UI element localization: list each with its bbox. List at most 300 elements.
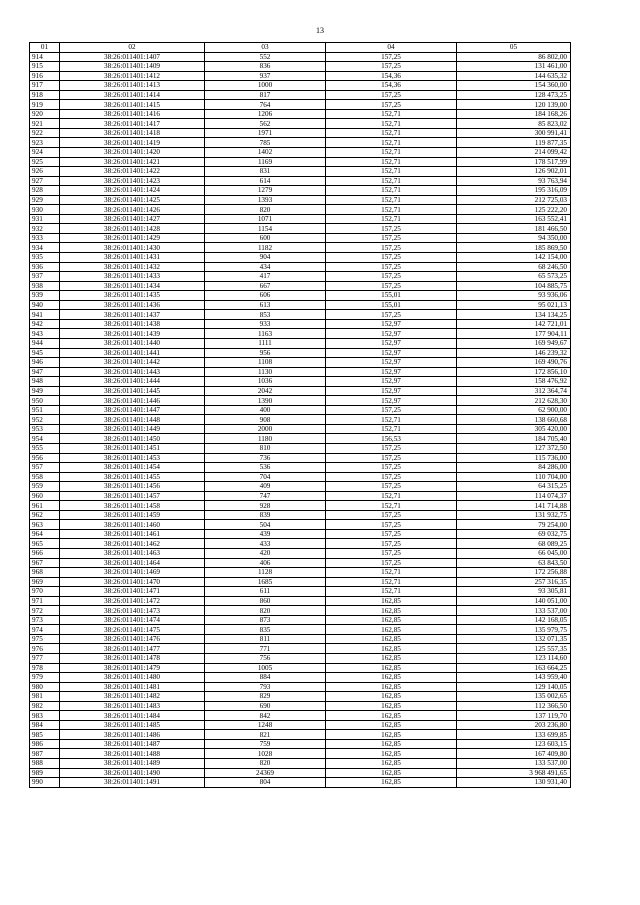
rate-cell: 157,25 <box>326 100 457 110</box>
value-cell: 184 705,40 <box>457 434 571 444</box>
cadastral-number-cell: 38:26:011401:1458 <box>60 501 205 511</box>
value-cell: 142 721,01 <box>457 319 571 329</box>
area-cell: 937 <box>205 71 326 81</box>
area-cell: 820 <box>205 759 326 769</box>
row-number-cell: 968 <box>30 568 60 578</box>
area-cell: 810 <box>205 443 326 453</box>
area-cell: 836 <box>205 62 326 72</box>
row-number-cell: 953 <box>30 424 60 434</box>
row-number-cell: 977 <box>30 654 60 664</box>
value-cell: 142 168,05 <box>457 615 571 625</box>
area-cell: 1685 <box>205 577 326 587</box>
table-row <box>30 272 571 282</box>
cadastral-number-cell: 38:26:011401:1459 <box>60 510 205 520</box>
table-row <box>30 539 571 549</box>
area-cell: 400 <box>205 405 326 415</box>
rate-cell: 152,71 <box>326 157 457 167</box>
value-cell: 69 032,75 <box>457 529 571 539</box>
area-cell: 956 <box>205 348 326 358</box>
row-number-cell: 923 <box>30 138 60 148</box>
table-row <box>30 338 571 348</box>
area-cell: 504 <box>205 520 326 530</box>
value-cell: 133 537,00 <box>457 759 571 769</box>
row-number-cell: 964 <box>30 529 60 539</box>
table-row <box>30 596 571 606</box>
area-cell: 1393 <box>205 195 326 205</box>
table-row <box>30 673 571 683</box>
value-cell: 123 603,15 <box>457 739 571 749</box>
value-cell: 140 051,00 <box>457 596 571 606</box>
row-number-cell: 975 <box>30 634 60 644</box>
area-cell: 1248 <box>205 720 326 730</box>
rate-cell: 162,85 <box>326 625 457 635</box>
row-number-cell: 930 <box>30 205 60 215</box>
area-cell: 1971 <box>205 128 326 138</box>
table-row <box>30 443 571 453</box>
table-row <box>30 205 571 215</box>
value-cell: 184 168,26 <box>457 109 571 119</box>
row-number-cell: 957 <box>30 463 60 473</box>
rate-cell: 162,85 <box>326 759 457 769</box>
row-number-cell: 945 <box>30 348 60 358</box>
value-cell: 131 932,75 <box>457 510 571 520</box>
row-number-cell: 988 <box>30 759 60 769</box>
value-cell: 120 139,00 <box>457 100 571 110</box>
row-number-cell: 941 <box>30 310 60 320</box>
rate-cell: 154,36 <box>326 81 457 91</box>
row-number-cell: 980 <box>30 682 60 692</box>
area-cell: 1402 <box>205 148 326 158</box>
row-number-cell: 969 <box>30 577 60 587</box>
rate-cell: 162,85 <box>326 701 457 711</box>
rate-cell: 157,25 <box>326 405 457 415</box>
row-number-cell: 966 <box>30 548 60 558</box>
rate-cell: 157,25 <box>326 539 457 549</box>
cadastral-number-cell: 38:26:011401:1442 <box>60 358 205 368</box>
table-row <box>30 692 571 702</box>
area-cell: 736 <box>205 453 326 463</box>
cadastral-number-cell: 38:26:011401:1470 <box>60 577 205 587</box>
row-number-cell: 921 <box>30 119 60 129</box>
row-number-cell: 984 <box>30 720 60 730</box>
value-cell: 64 315,25 <box>457 482 571 492</box>
cadastral-number-cell: 38:26:011401:1490 <box>60 768 205 778</box>
value-cell: 138 660,68 <box>457 415 571 425</box>
rate-cell: 162,85 <box>326 663 457 673</box>
area-cell: 1279 <box>205 186 326 196</box>
area-cell: 747 <box>205 491 326 501</box>
row-number-cell: 939 <box>30 291 60 301</box>
area-cell: 904 <box>205 253 326 263</box>
cadastral-number-cell: 38:26:011401:1416 <box>60 109 205 119</box>
table-row <box>30 510 571 520</box>
cadastral-number-cell: 38:26:011401:1437 <box>60 310 205 320</box>
cadastral-number-cell: 38:26:011401:1489 <box>60 759 205 769</box>
value-cell: 119 877,35 <box>457 138 571 148</box>
table-row <box>30 682 571 692</box>
table-row <box>30 654 571 664</box>
cadastral-number-cell: 38:26:011401:1461 <box>60 529 205 539</box>
table-body <box>30 52 571 787</box>
rate-cell: 157,25 <box>326 463 457 473</box>
value-cell: 169 949,67 <box>457 338 571 348</box>
cadastral-number-cell: 38:26:011401:1433 <box>60 272 205 282</box>
value-cell: 94 350,00 <box>457 233 571 243</box>
value-cell: 3 968 491,65 <box>457 768 571 778</box>
area-cell: 1180 <box>205 434 326 444</box>
row-number-cell: 933 <box>30 233 60 243</box>
row-number-cell: 928 <box>30 186 60 196</box>
row-number-cell: 989 <box>30 768 60 778</box>
table-row <box>30 482 571 492</box>
area-cell: 667 <box>205 281 326 291</box>
cadastral-number-cell: 38:26:011401:1475 <box>60 625 205 635</box>
cadastral-number-cell: 38:26:011401:1483 <box>60 701 205 711</box>
area-cell: 434 <box>205 262 326 272</box>
cadastral-number-cell: 38:26:011401:1487 <box>60 739 205 749</box>
row-number-cell: 926 <box>30 167 60 177</box>
area-cell: 860 <box>205 596 326 606</box>
table-row <box>30 587 571 597</box>
rate-cell: 162,85 <box>326 730 457 740</box>
value-cell: 126 902,01 <box>457 167 571 177</box>
area-cell: 793 <box>205 682 326 692</box>
rate-cell: 152,71 <box>326 167 457 177</box>
row-number-cell: 918 <box>30 90 60 100</box>
rate-cell: 162,85 <box>326 606 457 616</box>
table-row <box>30 453 571 463</box>
row-number-cell: 922 <box>30 128 60 138</box>
area-cell: 1163 <box>205 329 326 339</box>
area-cell: 420 <box>205 548 326 558</box>
table-row <box>30 310 571 320</box>
row-number-cell: 927 <box>30 176 60 186</box>
rate-cell: 162,85 <box>326 711 457 721</box>
cadastral-number-cell: 38:26:011401:1423 <box>60 176 205 186</box>
rate-cell: 155,01 <box>326 300 457 310</box>
table-row <box>30 520 571 530</box>
area-cell: 817 <box>205 90 326 100</box>
table-row <box>30 243 571 253</box>
table-row <box>30 396 571 406</box>
row-number-cell: 948 <box>30 377 60 387</box>
value-cell: 169 490,76 <box>457 358 571 368</box>
cadastral-number-cell: 38:26:011401:1450 <box>60 434 205 444</box>
area-cell: 611 <box>205 587 326 597</box>
row-number-cell: 914 <box>30 52 60 62</box>
rate-cell: 162,85 <box>326 749 457 759</box>
table-row <box>30 768 571 778</box>
table-row <box>30 377 571 387</box>
area-cell: 804 <box>205 778 326 788</box>
area-cell: 562 <box>205 119 326 129</box>
value-cell: 79 254,00 <box>457 520 571 530</box>
rate-cell: 157,25 <box>326 520 457 530</box>
value-cell: 133 537,00 <box>457 606 571 616</box>
rate-cell: 162,85 <box>326 654 457 664</box>
cadastral-number-cell: 38:26:011401:1429 <box>60 233 205 243</box>
value-cell: 135 002,65 <box>457 692 571 702</box>
header-row <box>30 43 571 53</box>
rate-cell: 152,71 <box>326 214 457 224</box>
cadastral-number-cell: 38:26:011401:1420 <box>60 148 205 158</box>
area-cell: 785 <box>205 138 326 148</box>
value-cell: 134 134,25 <box>457 310 571 320</box>
rate-cell: 152,71 <box>326 568 457 578</box>
rate-cell: 157,25 <box>326 253 457 263</box>
table-row <box>30 463 571 473</box>
rate-cell: 152,71 <box>326 577 457 587</box>
table-row <box>30 138 571 148</box>
table-row <box>30 386 571 396</box>
area-cell: 1071 <box>205 214 326 224</box>
row-number-cell: 967 <box>30 558 60 568</box>
row-number-cell: 920 <box>30 109 60 119</box>
value-cell: 158 476,92 <box>457 377 571 387</box>
row-number-cell: 917 <box>30 81 60 91</box>
rate-cell: 152,97 <box>326 329 457 339</box>
rate-cell: 157,25 <box>326 529 457 539</box>
row-number-cell: 915 <box>30 62 60 72</box>
table-row <box>30 634 571 644</box>
cadastral-number-cell: 38:26:011401:1407 <box>60 52 205 62</box>
cadastral-number-cell: 38:26:011401:1476 <box>60 634 205 644</box>
table-row <box>30 644 571 654</box>
table-row <box>30 214 571 224</box>
area-cell: 1028 <box>205 749 326 759</box>
table-row <box>30 778 571 788</box>
rate-cell: 162,85 <box>326 720 457 730</box>
cadastral-number-cell: 38:26:011401:1428 <box>60 224 205 234</box>
row-number-cell: 954 <box>30 434 60 444</box>
row-number-cell: 949 <box>30 386 60 396</box>
row-number-cell: 978 <box>30 663 60 673</box>
cadastral-number-cell: 38:26:011401:1463 <box>60 548 205 558</box>
cadastral-number-cell: 38:26:011401:1451 <box>60 443 205 453</box>
area-cell: 406 <box>205 558 326 568</box>
row-number-cell: 962 <box>30 510 60 520</box>
row-number-cell: 976 <box>30 644 60 654</box>
table-row <box>30 434 571 444</box>
table-row <box>30 167 571 177</box>
rate-cell: 152,71 <box>326 186 457 196</box>
table-row <box>30 109 571 119</box>
row-number-cell: 952 <box>30 415 60 425</box>
area-cell: 853 <box>205 310 326 320</box>
area-cell: 1182 <box>205 243 326 253</box>
area-cell: 884 <box>205 673 326 683</box>
table-row <box>30 568 571 578</box>
rate-cell: 152,71 <box>326 205 457 215</box>
value-cell: 129 140,05 <box>457 682 571 692</box>
area-cell: 1036 <box>205 377 326 387</box>
cadastral-number-cell: 38:26:011401:1455 <box>60 472 205 482</box>
table-row <box>30 558 571 568</box>
cadastral-number-cell: 38:26:011401:1454 <box>60 463 205 473</box>
cadastral-number-cell: 38:26:011401:1486 <box>60 730 205 740</box>
rate-cell: 152,71 <box>326 119 457 129</box>
table-row <box>30 300 571 310</box>
table-row <box>30 730 571 740</box>
rate-cell: 157,25 <box>326 272 457 282</box>
row-number-cell: 940 <box>30 300 60 310</box>
value-cell: 146 239,32 <box>457 348 571 358</box>
area-cell: 811 <box>205 634 326 644</box>
table-row <box>30 358 571 368</box>
table-row <box>30 701 571 711</box>
table-row <box>30 148 571 158</box>
table-row <box>30 291 571 301</box>
table-row <box>30 606 571 616</box>
cadastral-number-cell: 38:26:011401:1435 <box>60 291 205 301</box>
rate-cell: 152,71 <box>326 587 457 597</box>
value-cell: 85 823,02 <box>457 119 571 129</box>
rate-cell: 156,53 <box>326 434 457 444</box>
table-row <box>30 62 571 72</box>
cadastral-number-cell: 38:26:011401:1456 <box>60 482 205 492</box>
value-cell: 154 360,00 <box>457 81 571 91</box>
value-cell: 114 074,37 <box>457 491 571 501</box>
rate-cell: 162,85 <box>326 739 457 749</box>
table-row <box>30 157 571 167</box>
value-cell: 142 154,00 <box>457 253 571 263</box>
table-row <box>30 405 571 415</box>
rate-cell: 152,97 <box>326 396 457 406</box>
row-number-cell: 947 <box>30 367 60 377</box>
cadastral-number-cell: 38:26:011401:1419 <box>60 138 205 148</box>
area-cell: 614 <box>205 176 326 186</box>
table-row <box>30 195 571 205</box>
value-cell: 63 843,50 <box>457 558 571 568</box>
row-number-cell: 931 <box>30 214 60 224</box>
cadastral-number-cell: 38:26:011401:1488 <box>60 749 205 759</box>
area-cell: 613 <box>205 300 326 310</box>
rate-cell: 162,85 <box>326 644 457 654</box>
area-cell: 1169 <box>205 157 326 167</box>
row-number-cell: 959 <box>30 482 60 492</box>
row-number-cell: 929 <box>30 195 60 205</box>
rate-cell: 152,97 <box>326 358 457 368</box>
rate-cell: 157,25 <box>326 482 457 492</box>
cadastral-number-cell: 38:26:011401:1427 <box>60 214 205 224</box>
area-cell: 820 <box>205 205 326 215</box>
cadastral-number-cell: 38:26:011401:1432 <box>60 262 205 272</box>
value-cell: 203 236,80 <box>457 720 571 730</box>
value-cell: 125 557,35 <box>457 644 571 654</box>
row-number-cell: 960 <box>30 491 60 501</box>
row-number-cell: 925 <box>30 157 60 167</box>
column-header-02: 02 <box>60 43 205 53</box>
area-cell: 771 <box>205 644 326 654</box>
value-cell: 66 045,00 <box>457 548 571 558</box>
row-number-cell: 924 <box>30 148 60 158</box>
row-number-cell: 981 <box>30 692 60 702</box>
row-number-cell: 932 <box>30 224 60 234</box>
cadastral-number-cell: 38:26:011401:1422 <box>60 167 205 177</box>
cadastral-number-cell: 38:26:011401:1462 <box>60 539 205 549</box>
value-cell: 212 628,30 <box>457 396 571 406</box>
value-cell: 135 979,75 <box>457 625 571 635</box>
row-number-cell: 971 <box>30 596 60 606</box>
value-cell: 131 461,00 <box>457 62 571 72</box>
row-number-cell: 950 <box>30 396 60 406</box>
value-cell: 214 099,42 <box>457 148 571 158</box>
table-row <box>30 739 571 749</box>
row-number-cell: 983 <box>30 711 60 721</box>
rate-cell: 152,71 <box>326 128 457 138</box>
area-cell: 1206 <box>205 109 326 119</box>
cadastral-number-cell: 38:26:011401:1472 <box>60 596 205 606</box>
value-cell: 305 420,00 <box>457 424 571 434</box>
cadastral-number-cell: 38:26:011401:1425 <box>60 195 205 205</box>
value-cell: 132 071,35 <box>457 634 571 644</box>
page-number: 13 <box>316 26 324 35</box>
area-cell: 1111 <box>205 338 326 348</box>
area-cell: 820 <box>205 606 326 616</box>
rate-cell: 157,25 <box>326 62 457 72</box>
cadastral-number-cell: 38:26:011401:1477 <box>60 644 205 654</box>
row-number-cell: 985 <box>30 730 60 740</box>
table-row <box>30 319 571 329</box>
cadastral-number-cell: 38:26:011401:1464 <box>60 558 205 568</box>
rate-cell: 162,85 <box>326 673 457 683</box>
value-cell: 312 364,74 <box>457 386 571 396</box>
cadastral-number-cell: 38:26:011401:1469 <box>60 568 205 578</box>
cadastral-number-cell: 38:26:011401:1457 <box>60 491 205 501</box>
area-cell: 1390 <box>205 396 326 406</box>
area-cell: 873 <box>205 615 326 625</box>
value-cell: 68 089,25 <box>457 539 571 549</box>
rate-cell: 162,85 <box>326 768 457 778</box>
row-number-cell: 965 <box>30 539 60 549</box>
area-cell: 433 <box>205 539 326 549</box>
table-row <box>30 176 571 186</box>
value-cell: 195 316,09 <box>457 186 571 196</box>
rate-cell: 157,25 <box>326 262 457 272</box>
table-row <box>30 415 571 425</box>
cadastral-number-cell: 38:26:011401:1412 <box>60 71 205 81</box>
row-number-cell: 956 <box>30 453 60 463</box>
cadastral-number-cell: 38:26:011401:1424 <box>60 186 205 196</box>
cadastral-number-cell: 38:26:011401:1447 <box>60 405 205 415</box>
table-row <box>30 548 571 558</box>
area-cell: 842 <box>205 711 326 721</box>
column-header-04: 04 <box>326 43 457 53</box>
value-cell: 93 936,06 <box>457 291 571 301</box>
value-cell: 93 763,94 <box>457 176 571 186</box>
value-cell: 141 714,88 <box>457 501 571 511</box>
cadastral-number-cell: 38:26:011401:1421 <box>60 157 205 167</box>
rate-cell: 152,97 <box>326 338 457 348</box>
area-cell: 1154 <box>205 224 326 234</box>
row-number-cell: 937 <box>30 272 60 282</box>
rate-cell: 152,97 <box>326 386 457 396</box>
row-number-cell: 944 <box>30 338 60 348</box>
value-cell: 115 736,00 <box>457 453 571 463</box>
area-cell: 536 <box>205 463 326 473</box>
table-row <box>30 233 571 243</box>
row-number-cell: 942 <box>30 319 60 329</box>
value-cell: 133 699,85 <box>457 730 571 740</box>
table-row <box>30 90 571 100</box>
area-cell: 439 <box>205 529 326 539</box>
cadastral-number-cell: 38:26:011401:1460 <box>60 520 205 530</box>
rate-cell: 152,71 <box>326 138 457 148</box>
cadastral-number-cell: 38:26:011401:1439 <box>60 329 205 339</box>
value-cell: 112 366,50 <box>457 701 571 711</box>
value-cell: 163 664,25 <box>457 663 571 673</box>
area-cell: 417 <box>205 272 326 282</box>
